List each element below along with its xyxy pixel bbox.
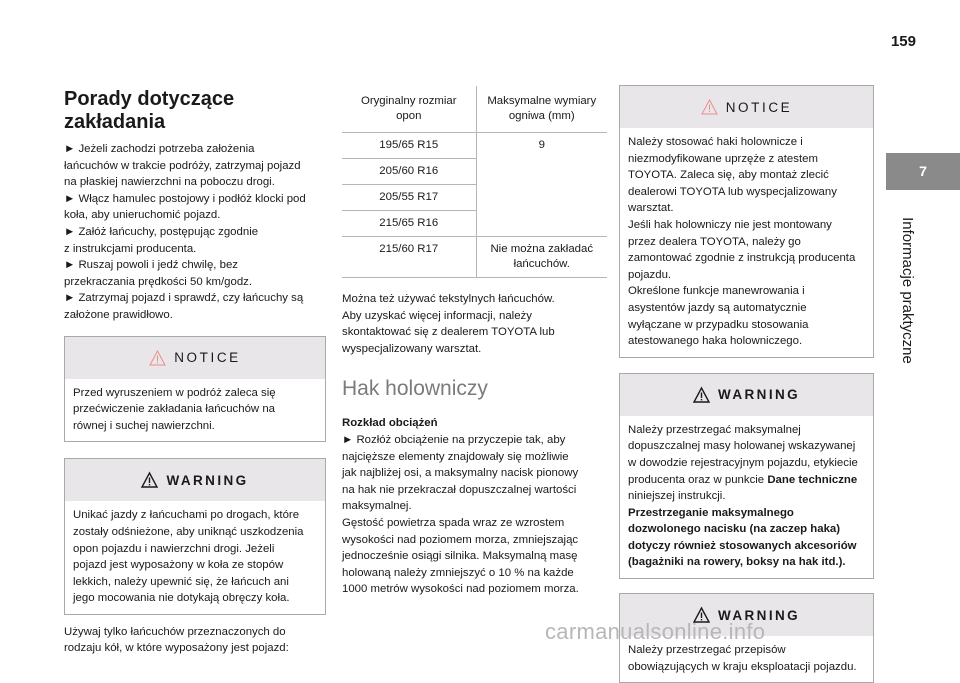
warning-body: Należy przestrzegać maksymalnej dopuszczalnej masy holowanej wskazywanej w dowodzie rejestracyjnym pojazdu, etykiecie producenta oraz w punkcie Dane techniczne niniejszej instrukcji. Przestrzeganie maksymalnego dozwolonego nacisku (na zaczep haka) dotyczy również stosowanych akcesoriów (bagażniki na rowery, boksy na hak itd.). bbox=[628, 423, 858, 569]
warning-triangle-icon bbox=[693, 387, 710, 403]
warning-body: Należy przestrzegać przepisów obowiązujących w kraju eksploatacji pojazdu. bbox=[628, 644, 857, 673]
warning-body: Unikać jazdy z łańcuchami po drogach, które zostały odśnieżone, aby uniknąć uszkodzenia opon pojazdu i nawierzchni drogi. Jeżeli pojazd jest wyposażony w koła ze stopów lekkich, należy upewnić się, że łańcuch ani jego mocowania nie dotykają obręczy koła. bbox=[73, 509, 304, 605]
table-cell-max: 9 bbox=[476, 133, 607, 237]
notice-box bbox=[619, 85, 874, 358]
warning-box bbox=[619, 373, 874, 579]
section-title: Hak holowniczy bbox=[342, 377, 488, 401]
warning-triangle-icon bbox=[141, 472, 158, 488]
towbar-text: Rozkład obciążeń ► Rozłóż obciążenie na przyczepie tak, aby najcięższe elementy znajdowały się możliwie jak najbliżej osi, a maksymalny nacisk pionowy na hak nie przekraczał dopuszczalnej wartości maksymalnej. Gęstość powietrza spada wraz ze wzrostem wysokości nad poziomem morza, zmniejszając jednocześnie osiągi silnika. Maksymalną masę holowaną należy zmniejszyć o 10 % na każde 1000 metrów wysokości nad poziomem morza. bbox=[342, 415, 607, 598]
caution-triangle-icon bbox=[701, 99, 718, 115]
warning-header: WARNING bbox=[65, 459, 325, 501]
column-1 bbox=[64, 86, 326, 657]
instructions: ► Jeżeli zachodzi potrzeba założenia łańcuchów w trakcie podróży, zatrzymaj pojazd na płaskiej nawierzchni na poboczu drogi. ► Włącz hamulec postojowy i podłóż klocki pod koła, aby unieruchomić pojazd. ► Załóż łańcuchy, postępując zgodnie z instrukcjami producenta. ► Ruszaj powoli i jedź chwilę, bez przekraczania prędkości 50 km/godz. ► Zatrzymaj pojazd i sprawdź, czy łańcuchy są założone prawidłowo. bbox=[64, 143, 306, 321]
chain-note: Używaj tylko łańcuchów przeznaczonych do rodzaju kół, w które wyposażony jest pojazd: bbox=[64, 625, 289, 655]
page-number: 159 bbox=[890, 33, 916, 50]
notice-box bbox=[64, 336, 326, 443]
warning-header: WARNING bbox=[620, 594, 873, 636]
chapter-tab-number: 7 bbox=[886, 153, 960, 190]
textile-chains-note: Można też używać tekstylnych łańcuchów. Aby uzyskać więcej informacji, należy skontaktować się z dealerem TOYOTA lub wyspecjalizowany warsztat. bbox=[342, 293, 555, 355]
table-row: 205/60 R16 bbox=[342, 159, 607, 185]
subheading: Rozkład obciążeń bbox=[342, 417, 438, 430]
warning-box bbox=[64, 458, 326, 615]
column-3 bbox=[619, 86, 874, 683]
table-row: 205/55 R17 bbox=[342, 185, 607, 211]
watermark: carmanualsonline.info bbox=[545, 619, 766, 644]
notice-header: NOTICE bbox=[620, 86, 873, 128]
notice-body: Przed wyruszeniem w podróż zaleca się przećwiczenie zakładania łańcuchów na równej i suchej nawierzchni. bbox=[73, 386, 276, 432]
chapter-tab-label: Informacje praktyczne bbox=[898, 216, 916, 364]
notice-body: Należy stosować haki holownicze i niezmodyfikowane uprzęże z atestem TOYOTA. Zaleca się, aby montaż zlecić dealerowi TOYOTA lub wyspecjalizowany warsztat. Jeśli hak holowniczy nie jest montowany przez dealera TOYOTA, należy go zamontować zgodnie z instrukcją producenta pojazdu. Określone funkcje manewrowania i asystentów jazdy są automatycznie wyłączane w przypadku stosowania atestowanego haka holowniczego. bbox=[628, 136, 856, 348]
warning-header: WARNING bbox=[620, 374, 873, 416]
notice-header: NOTICE bbox=[65, 337, 325, 379]
table-row: 215/65 R16 bbox=[342, 211, 607, 237]
section-heading: Porady dotyczące zakładania bbox=[64, 88, 235, 133]
table-row: 195/65 R15 9 bbox=[342, 133, 607, 159]
table-header-link: Maksymalne wymiary ogniwa (mm) bbox=[476, 86, 607, 133]
caution-triangle-icon bbox=[149, 350, 166, 366]
chain-size-table bbox=[342, 86, 607, 278]
table-header-size: Oryginalny rozmiar opon bbox=[342, 86, 476, 133]
table-row: 215/60 R17 Nie można zakładać łańcuchów. bbox=[342, 237, 607, 278]
column-2 bbox=[342, 86, 607, 598]
